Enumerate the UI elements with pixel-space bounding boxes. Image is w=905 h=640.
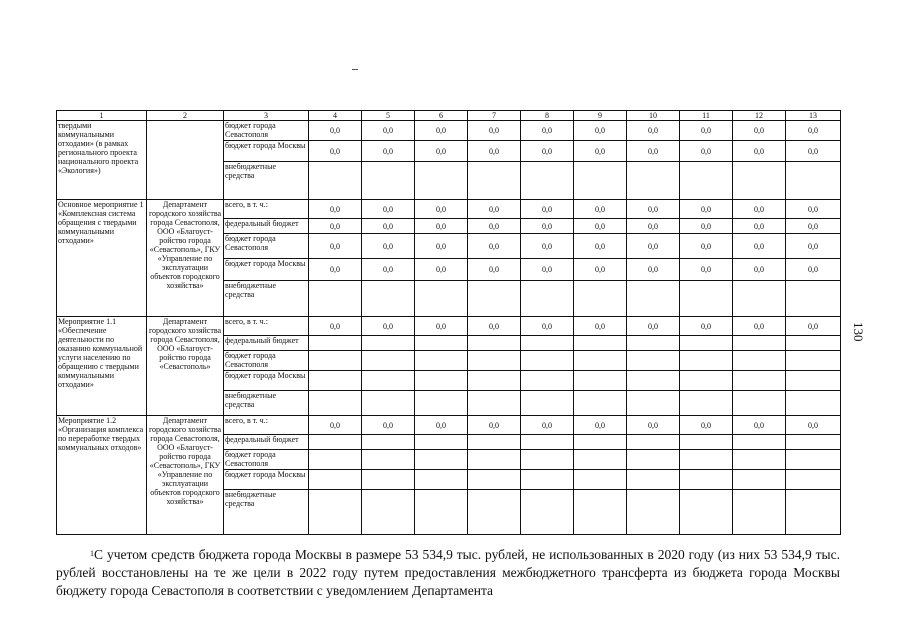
value-cell [309,336,362,351]
value-cell [786,435,841,450]
value-cell: 0,0 [415,234,468,259]
value-cell [362,371,415,391]
table-row [57,200,841,219]
value-cell [362,450,415,470]
value-cell [415,351,468,371]
value-cell: 0,0 [415,200,468,219]
value-cell [362,162,415,200]
value-cell [574,281,627,317]
col-header: 4 [309,111,362,121]
value-cell [468,435,521,450]
value-cell: 0,0 [362,200,415,219]
value-cell [468,162,521,200]
value-cell [362,336,415,351]
value-cell [468,391,521,416]
value-cell [415,435,468,450]
value-cell: 0,0 [415,259,468,281]
funding-source: федеральный бюджет [224,336,309,351]
value-cell [627,435,680,450]
value-cell: 0,0 [574,416,627,435]
value-cell: 0,0 [309,219,362,234]
value-cell [574,162,627,200]
value-cell [309,490,362,535]
value-cell [786,450,841,470]
value-cell: 0,0 [574,234,627,259]
value-cell: 0,0 [627,234,680,259]
value-cell [680,391,733,416]
funding-source: внебюджетные средства [224,391,309,416]
value-cell: 0,0 [733,200,786,219]
value-cell [680,470,733,490]
funding-source: внебюджетные средства [224,162,309,200]
value-cell [574,336,627,351]
value-cell [362,281,415,317]
col-header: 3 [224,111,309,121]
funding-source: всего, в т. ч.: [224,317,309,336]
value-cell: 0,0 [574,121,627,141]
value-cell [627,470,680,490]
value-cell [786,391,841,416]
value-cell: 0,0 [680,416,733,435]
value-cell: 0,0 [521,121,574,141]
value-cell: 0,0 [786,416,841,435]
value-cell: 0,0 [627,121,680,141]
value-cell [309,435,362,450]
funding-source: внебюджетные средства [224,490,309,535]
footnote [56,546,840,600]
value-cell [415,336,468,351]
value-cell [680,371,733,391]
value-cell: 0,0 [627,141,680,162]
value-cell: 0,0 [309,317,362,336]
value-cell: 0,0 [468,317,521,336]
value-cell [521,435,574,450]
value-cell [733,391,786,416]
value-cell: 0,0 [468,416,521,435]
funding-source: бюджет города Севастополя [224,450,309,470]
value-cell: 0,0 [468,219,521,234]
executor-name: Департамент городского хозяйства города Севастополя, ООО «Благоуст-ройство города «Севастополь» [147,317,224,416]
value-cell [362,351,415,371]
value-cell: 0,0 [362,121,415,141]
funding-source: федеральный бюджет [224,435,309,450]
value-cell [415,470,468,490]
activity-name: Основное мероприятие 1 «Комплексная система обращения с твердыми коммунальными отходами» [57,200,147,317]
col-header: 9 [574,111,627,121]
value-cell: 0,0 [627,416,680,435]
value-cell [468,371,521,391]
activity-name: Мероприятие 1.1 «Обеспечение деятельности по оказанию коммунальной услуги населению по обращению с твердыми коммунальными отходами» [57,317,147,416]
value-cell [627,162,680,200]
value-cell: 0,0 [309,416,362,435]
header-row [57,111,841,121]
value-cell [786,371,841,391]
value-cell: 0,0 [309,121,362,141]
value-cell: 0,0 [627,219,680,234]
col-header: 7 [468,111,521,121]
value-cell [733,490,786,535]
value-cell: 0,0 [309,234,362,259]
funding-source: всего, в т. ч.: [224,416,309,435]
value-cell [733,470,786,490]
funding-source: бюджет города Москвы [224,141,309,162]
value-cell [680,281,733,317]
executor-name: Департамент городского хозяйства города Севастополя, ООО «Благоуст-ройство города «Севастополь», ГКУ «Управление по эксплуатации объектов городского хозяйства» [147,200,224,317]
value-cell [627,450,680,470]
col-header: 5 [362,111,415,121]
funding-source: внебюджетные средства [224,281,309,317]
value-cell [468,470,521,490]
value-cell: 0,0 [521,219,574,234]
value-cell [521,162,574,200]
budget-table [56,110,841,535]
value-cell [309,371,362,391]
funding-source: бюджет города Севастополя [224,121,309,141]
value-cell: 0,0 [362,416,415,435]
funding-source: бюджет города Севастополя [224,234,309,259]
value-cell: 0,0 [521,317,574,336]
executor-name: Департамент городского хозяйства города Севастополя, ООО «Благоуст-ройство города «Севастополь», ГКУ «Управление по эксплуатации объектов городского хозяйства» [147,416,224,535]
table-row [57,121,841,141]
value-cell: 0,0 [574,317,627,336]
value-cell [786,470,841,490]
value-cell: 0,0 [362,317,415,336]
value-cell [309,162,362,200]
executor-name [147,121,224,200]
value-cell [786,336,841,351]
value-cell: 0,0 [733,416,786,435]
value-cell [786,162,841,200]
value-cell [415,162,468,200]
value-cell: 0,0 [786,200,841,219]
value-cell [309,470,362,490]
value-cell [521,281,574,317]
value-cell [733,162,786,200]
value-cell: 0,0 [680,141,733,162]
value-cell [521,490,574,535]
value-cell [574,470,627,490]
value-cell [574,391,627,416]
funding-source: бюджет города Москвы [224,470,309,490]
value-cell [468,450,521,470]
value-cell [574,490,627,535]
value-cell [627,371,680,391]
value-cell [627,490,680,535]
value-cell [627,281,680,317]
value-cell: 0,0 [574,219,627,234]
funding-source: всего, в т. ч.: [224,200,309,219]
value-cell: 0,0 [415,219,468,234]
value-cell: 0,0 [786,317,841,336]
col-header: 10 [627,111,680,121]
funding-source: бюджет города Севастополя [224,351,309,371]
value-cell: 0,0 [733,141,786,162]
value-cell [415,450,468,470]
value-cell [786,490,841,535]
value-cell [309,281,362,317]
value-cell: 0,0 [521,200,574,219]
value-cell [786,351,841,371]
value-cell [521,391,574,416]
value-cell [415,281,468,317]
value-cell: 0,0 [574,200,627,219]
activity-name: Мероприятие 1.2 «Организация комплекса по переработке твердых коммунальных отходов» [57,416,147,535]
value-cell: 0,0 [362,219,415,234]
value-cell: 0,0 [733,219,786,234]
value-cell [733,371,786,391]
value-cell: 0,0 [627,259,680,281]
value-cell [309,351,362,371]
table-row [57,416,841,435]
value-cell: 0,0 [786,141,841,162]
value-cell: 0,0 [309,141,362,162]
value-cell [309,391,362,416]
value-cell [627,351,680,371]
funding-source: федеральный бюджет [224,219,309,234]
col-header: 6 [415,111,468,121]
value-cell: 0,0 [362,259,415,281]
value-cell [733,336,786,351]
col-header: 1 [57,111,147,121]
value-cell: 0,0 [680,200,733,219]
value-cell: 0,0 [680,317,733,336]
page-top-mark [352,69,358,70]
value-cell [468,336,521,351]
value-cell [627,391,680,416]
col-header: 12 [733,111,786,121]
value-cell [362,470,415,490]
value-cell [415,391,468,416]
value-cell [468,281,521,317]
value-cell [627,336,680,351]
value-cell: 0,0 [362,234,415,259]
value-cell: 0,0 [468,200,521,219]
value-cell [362,490,415,535]
value-cell: 0,0 [627,317,680,336]
value-cell: 0,0 [521,416,574,435]
value-cell: 0,0 [680,121,733,141]
col-header: 11 [680,111,733,121]
col-header: 13 [786,111,841,121]
value-cell: 0,0 [521,234,574,259]
value-cell [680,450,733,470]
col-header: 8 [521,111,574,121]
col-header: 2 [147,111,224,121]
value-cell: 0,0 [733,121,786,141]
value-cell [415,490,468,535]
value-cell [521,336,574,351]
value-cell [521,351,574,371]
value-cell [362,391,415,416]
value-cell: 0,0 [574,259,627,281]
funding-source: бюджет города Москвы [224,371,309,391]
value-cell [574,371,627,391]
value-cell: 0,0 [733,317,786,336]
value-cell [309,450,362,470]
table-body [57,121,841,535]
value-cell [680,490,733,535]
value-cell [733,351,786,371]
value-cell [680,336,733,351]
value-cell [574,435,627,450]
value-cell [786,281,841,317]
value-cell: 0,0 [415,141,468,162]
value-cell: 0,0 [468,259,521,281]
footnote-marker: 1 [90,549,94,558]
value-cell [521,371,574,391]
value-cell [521,450,574,470]
value-cell [468,351,521,371]
value-cell: 0,0 [680,219,733,234]
value-cell: 0,0 [468,121,521,141]
value-cell [733,450,786,470]
value-cell [680,351,733,371]
value-cell [733,281,786,317]
value-cell: 0,0 [362,141,415,162]
value-cell: 0,0 [627,200,680,219]
value-cell: 0,0 [309,200,362,219]
value-cell: 0,0 [309,259,362,281]
value-cell: 0,0 [415,416,468,435]
value-cell: 0,0 [786,259,841,281]
value-cell: 0,0 [468,141,521,162]
value-cell: 0,0 [468,234,521,259]
table-row [57,317,841,336]
value-cell: 0,0 [415,121,468,141]
value-cell [415,371,468,391]
value-cell: 0,0 [521,259,574,281]
value-cell [733,435,786,450]
value-cell [574,450,627,470]
value-cell [574,351,627,371]
value-cell [362,435,415,450]
value-cell: 0,0 [415,317,468,336]
value-cell: 0,0 [521,141,574,162]
funding-source: бюджет города Москвы [224,259,309,281]
value-cell: 0,0 [680,259,733,281]
activity-name: твердыми коммунальными отходами» (в рамках регионального проекта национального проекта «Экология») [57,121,147,200]
value-cell: 0,0 [786,234,841,259]
value-cell [680,435,733,450]
value-cell [521,470,574,490]
value-cell: 0,0 [680,234,733,259]
page-number: 130 [851,322,866,342]
value-cell [468,490,521,535]
value-cell: 0,0 [574,141,627,162]
value-cell: 0,0 [733,234,786,259]
footnote-text: С учетом средств бюджета города Москвы в размере 53 534,9 тыс. рублей, не использованных в 2020 году (из них 53 534,9 тыс. рублей восстановлены на те же цели в 2022 году путем предоставления межбюджетного трансферта из бюджета города Москвы бюджету города Севастополя в соответствии с уведомлением Департамента [56,547,840,598]
value-cell: 0,0 [733,259,786,281]
value-cell [680,162,733,200]
value-cell: 0,0 [786,121,841,141]
value-cell: 0,0 [786,219,841,234]
